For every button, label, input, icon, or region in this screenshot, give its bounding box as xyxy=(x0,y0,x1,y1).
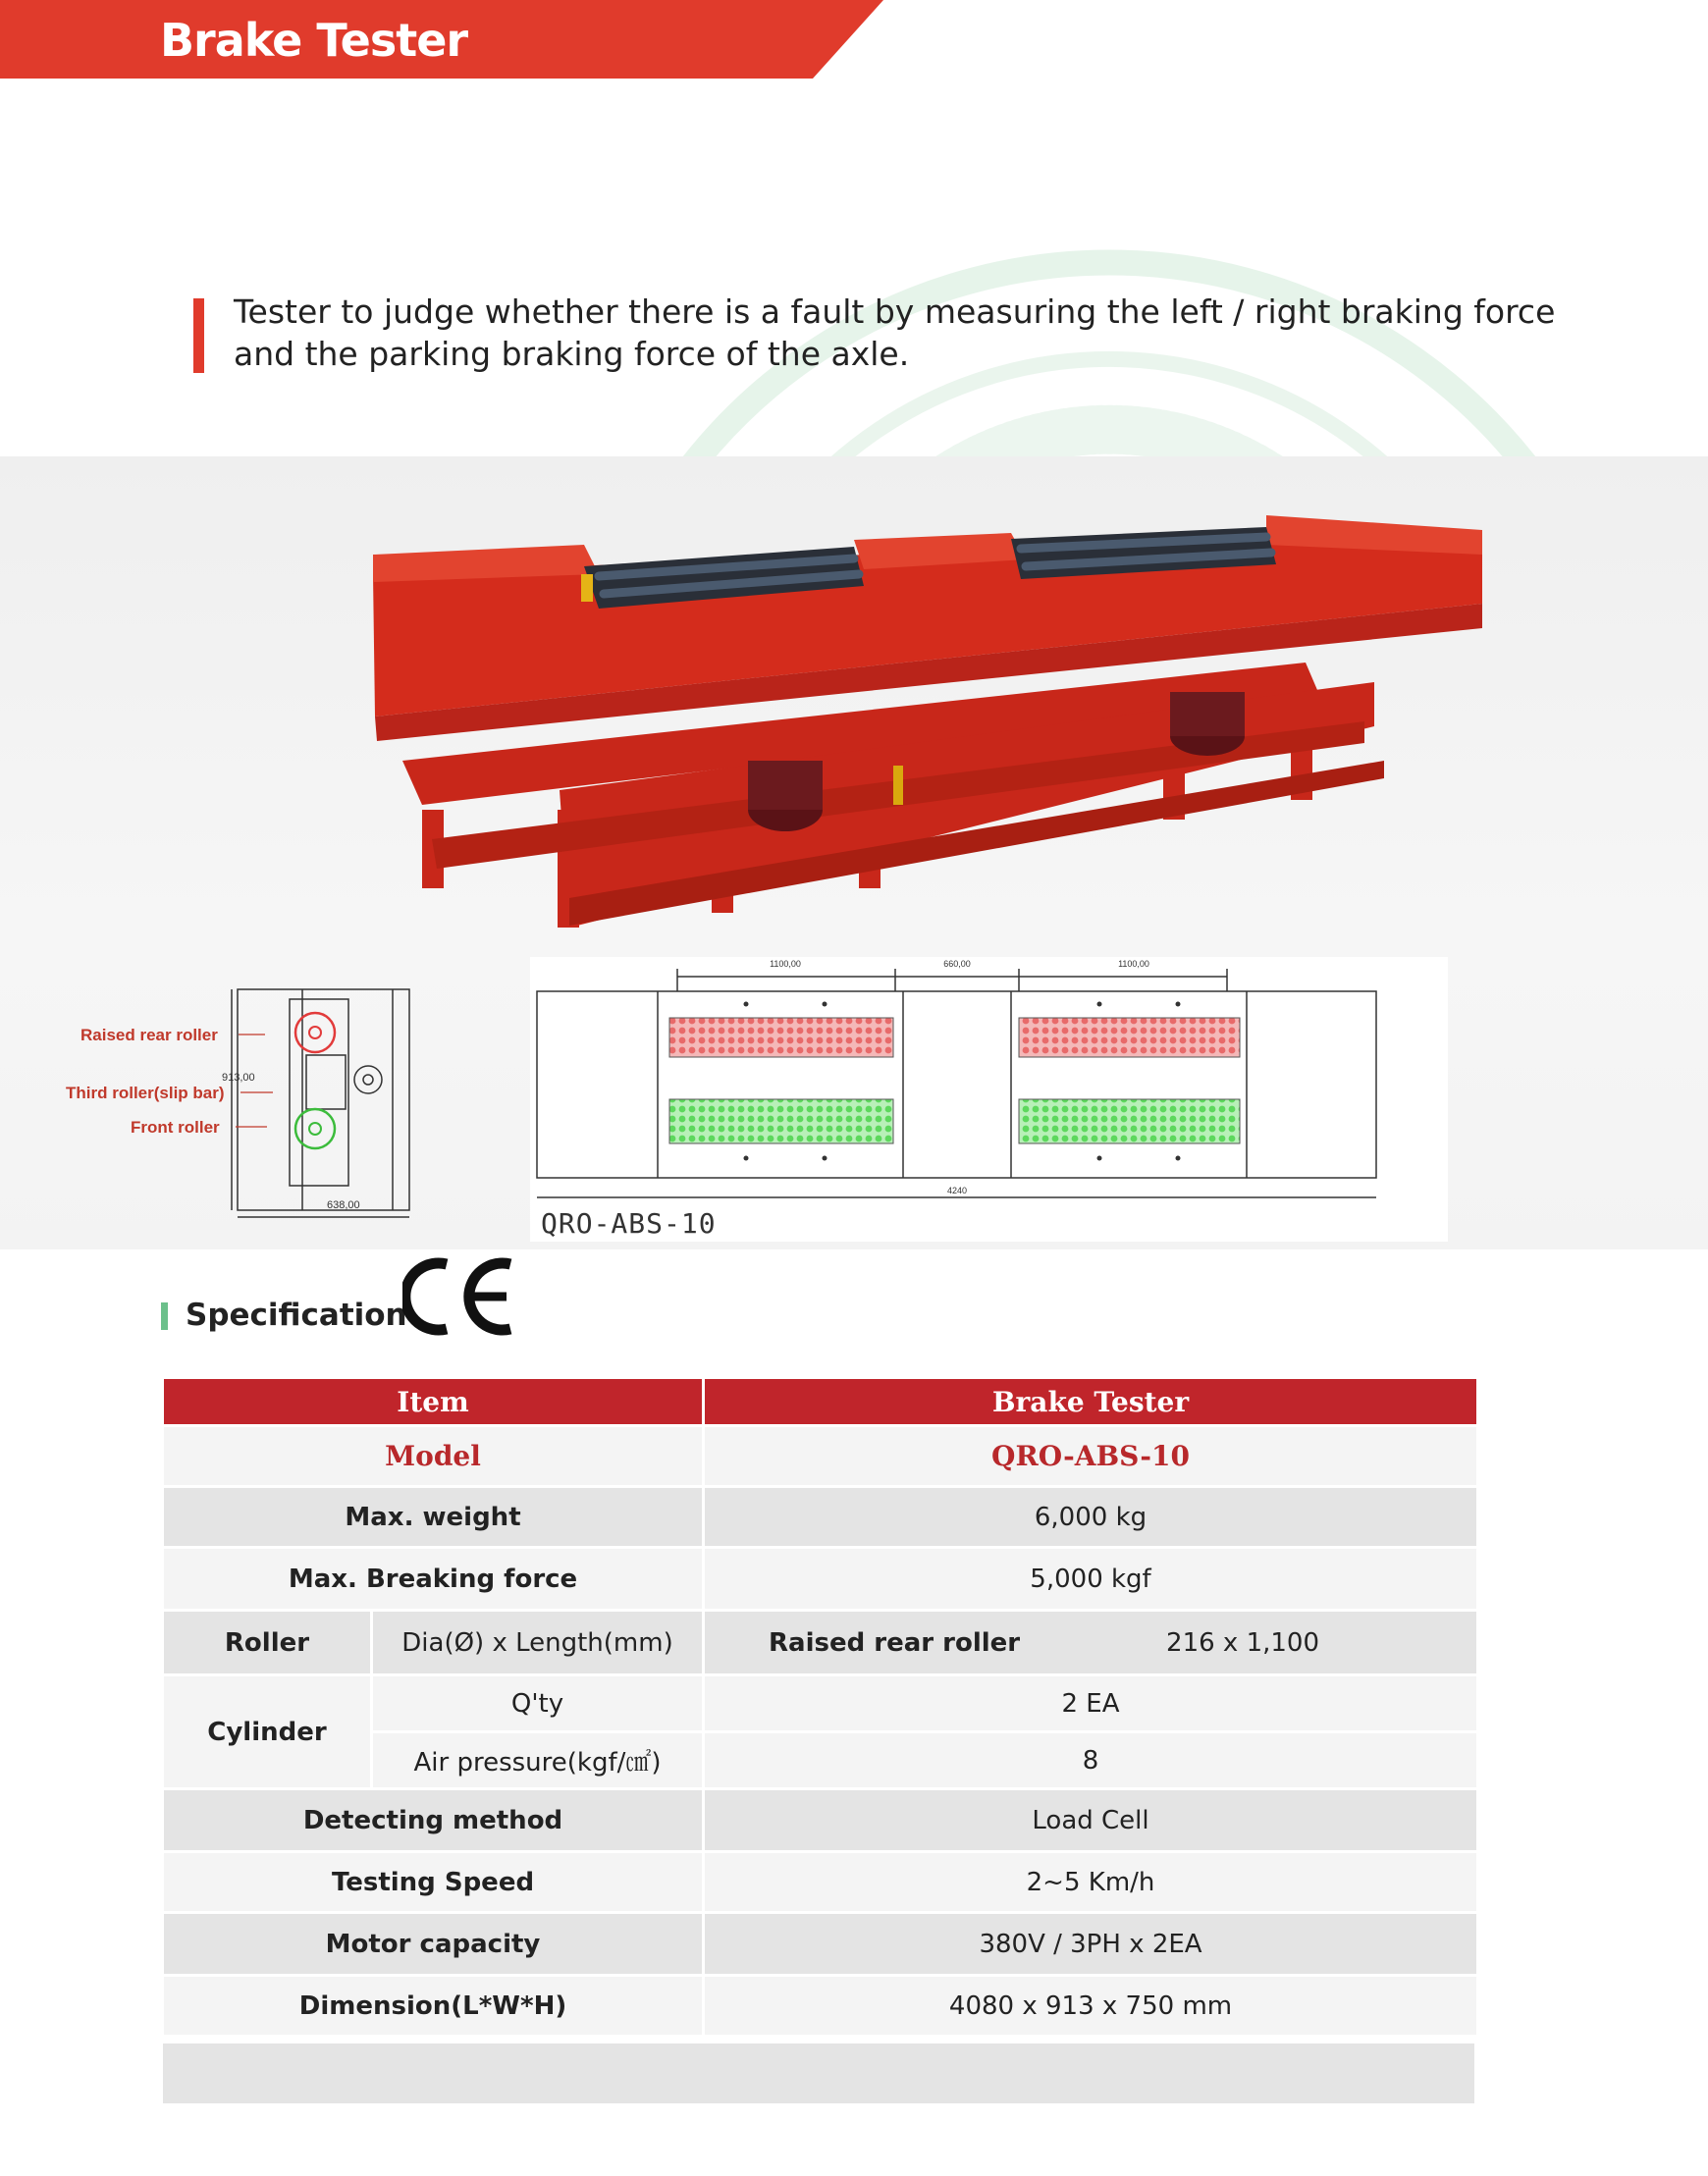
motor-value: 380V / 3PH x 2EA xyxy=(704,1913,1478,1976)
page-title: Brake Tester xyxy=(160,14,468,67)
row-model xyxy=(163,1426,1478,1487)
motor-label: Motor capacity xyxy=(163,1913,704,1976)
table-header-row xyxy=(163,1378,1478,1426)
intro-line-1: Tester to judge whether there is a fault by measuring the left / right braking force xyxy=(234,292,1556,331)
cylinder-air-value: 8 xyxy=(704,1732,1478,1789)
row-dimension xyxy=(163,1976,1478,2037)
intro-line-2: and the parking braking force of the axle. xyxy=(234,335,910,373)
dim-height: 913,00 xyxy=(222,1072,255,1084)
dim-total: 4240 xyxy=(946,1186,968,1195)
roller-type: Raised rear roller xyxy=(769,1627,1021,1658)
roller-value: 216 x 1,100 xyxy=(1166,1627,1320,1658)
max-weight-value: 6,000 kg xyxy=(704,1487,1478,1548)
ce-mark-icon xyxy=(402,1256,515,1337)
intro-accent-bar xyxy=(193,298,204,373)
spec-title: Specification xyxy=(186,1298,407,1333)
detecting-label: Detecting method xyxy=(163,1789,704,1852)
detecting-value: Load Cell xyxy=(704,1789,1478,1852)
roller-sub-label: Dia(Ø) x Length(mm) xyxy=(372,1611,704,1675)
top-view-drawing xyxy=(530,957,1448,1242)
speed-value: 2~5 Km/h xyxy=(704,1852,1478,1913)
row-detecting xyxy=(163,1789,1478,1852)
dim-width: 638,00 xyxy=(327,1199,360,1211)
dim-right: 1100,00 xyxy=(1118,959,1149,969)
drawing-model-label: QRO-ABS-10 xyxy=(541,1207,717,1240)
dim-center: 660,00 xyxy=(943,959,971,969)
label-front-roller: Front roller xyxy=(131,1118,220,1137)
row-max-breaking xyxy=(163,1548,1478,1611)
model-value: QRO-ABS-10 xyxy=(704,1426,1478,1487)
row-max-weight xyxy=(163,1487,1478,1548)
intro-text xyxy=(234,291,1608,375)
row-cylinder-qty xyxy=(163,1675,1478,1732)
header-product: Brake Tester xyxy=(704,1378,1478,1426)
row-roller xyxy=(163,1611,1478,1675)
row-motor xyxy=(163,1913,1478,1976)
table-footer-bar xyxy=(163,2043,1474,2103)
row-speed xyxy=(163,1852,1478,1913)
max-weight-label: Max. weight xyxy=(163,1487,704,1548)
roller-label: Roller xyxy=(163,1611,372,1675)
speed-label: Testing Speed xyxy=(163,1852,704,1913)
max-breaking-label: Max. Breaking force xyxy=(163,1548,704,1611)
dimension-value: 4080 x 913 x 750 mm xyxy=(704,1976,1478,2037)
roller-value-cell xyxy=(704,1611,1478,1675)
cylinder-qty-label: Q'ty xyxy=(372,1675,704,1732)
spec-table xyxy=(161,1376,1479,2038)
header-item: Item xyxy=(163,1378,704,1426)
model-label: Model xyxy=(163,1426,704,1487)
label-third-roller: Third roller(slip bar) xyxy=(66,1084,225,1102)
label-raised-rear-roller: Raised rear roller xyxy=(80,1026,218,1044)
brake-tester-photo xyxy=(363,515,1492,947)
cylinder-air-label: Air pressure(kgf/㎠) xyxy=(372,1732,704,1789)
cylinder-label: Cylinder xyxy=(163,1675,372,1789)
cylinder-qty-value: 2 EA xyxy=(704,1675,1478,1732)
max-breaking-value: 5,000 kgf xyxy=(704,1548,1478,1611)
dim-left: 1100,00 xyxy=(770,959,801,969)
dimension-label: Dimension(L*W*H) xyxy=(163,1976,704,2037)
spec-accent-bar xyxy=(161,1302,168,1330)
